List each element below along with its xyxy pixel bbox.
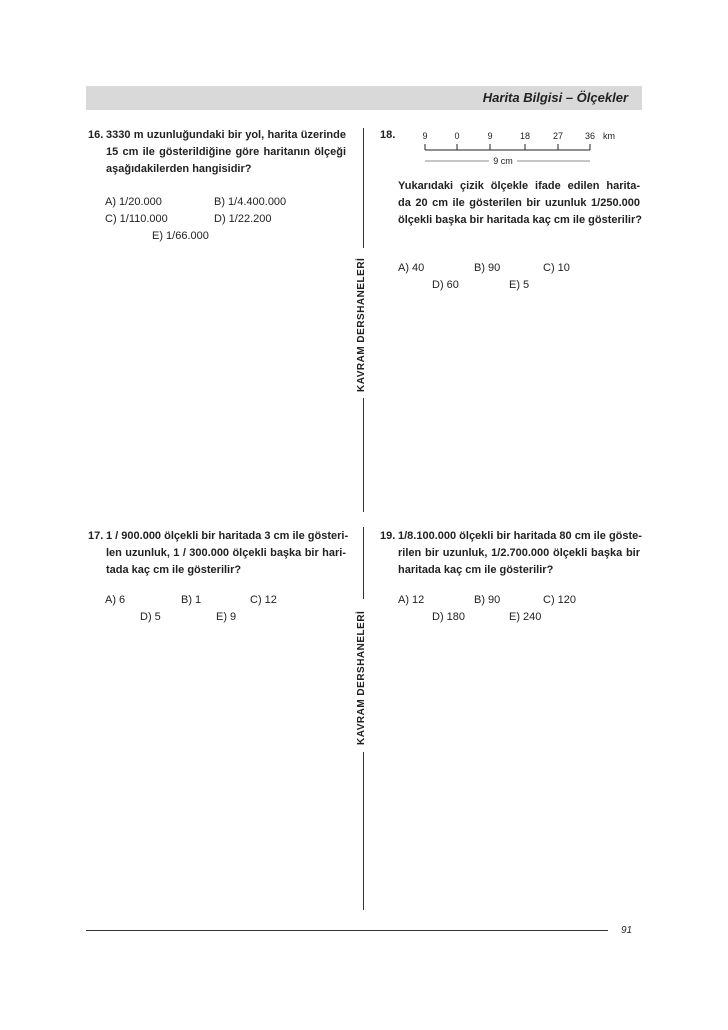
option-e[interactable]: E) 240 <box>509 611 542 623</box>
question-18-number <box>380 127 395 144</box>
question-19 <box>380 528 640 579</box>
option-a[interactable]: A) 12 <box>398 594 425 606</box>
question-text-line: 15 cm ile gösterildiğine göre haritanın ölçeği <box>106 146 346 158</box>
column-divider-top-upper <box>363 128 364 248</box>
option-b[interactable]: B) 90 <box>474 594 501 606</box>
header-bar <box>86 86 642 110</box>
page-number: 91 <box>621 925 633 936</box>
scale-tick-label: 36 <box>584 131 596 141</box>
option-d[interactable]: D) 5 <box>140 611 161 623</box>
question-18 <box>398 178 640 229</box>
option-a[interactable]: A) 6 <box>105 594 126 606</box>
option-e[interactable]: E) 1/66.000 <box>152 230 209 242</box>
side-label-bottom: KAVRAM DERSHANELERİ <box>356 610 367 745</box>
column-divider-bottom-lower <box>363 752 364 910</box>
question-number: 17. <box>88 530 104 542</box>
column-divider-top-lower <box>363 398 364 512</box>
scale-tick-label: 9 <box>422 131 428 141</box>
column-divider-bottom-upper <box>363 527 364 599</box>
option-e[interactable]: E) 9 <box>216 611 237 623</box>
question-text-line: da 20 cm ile gösterilen bir uzunluk 1/250.000 <box>398 197 640 209</box>
scale-tick-label: 18 <box>519 131 531 141</box>
question-text-line: 3330 m uzunluğundaki bir yol, harita üzerinde <box>106 129 346 141</box>
option-a[interactable]: A) 40 <box>398 262 425 274</box>
question-text-line: tada kaç cm ile gösterilir? <box>106 564 242 576</box>
scale-unit: km <box>603 131 615 141</box>
option-c[interactable]: C) 1/110.000 <box>105 213 168 225</box>
option-d[interactable]: D) 180 <box>432 611 466 623</box>
option-d[interactable]: D) 1/22.200 <box>214 213 272 225</box>
header-title: Harita Bilgisi – Ölçekler <box>482 90 628 105</box>
option-e[interactable]: E) 5 <box>509 279 530 291</box>
measure-caption: 9 cm <box>493 156 513 166</box>
option-b[interactable]: B) 90 <box>474 262 501 274</box>
option-c[interactable]: C) 12 <box>250 594 277 606</box>
question-text-line: Yukarıdaki çizik ölçekle ifade edilen harita- <box>398 180 640 192</box>
question-16 <box>88 127 346 178</box>
option-b[interactable]: B) 1/4.400.000 <box>214 196 287 208</box>
option-c[interactable]: C) 120 <box>543 594 577 606</box>
question-number: 18. <box>380 129 396 141</box>
option-a[interactable]: A) 1/20.000 <box>105 196 162 208</box>
scale-tick-label: 9 <box>487 131 493 141</box>
footer-rule <box>86 930 608 931</box>
question-text-line: ölçekli başka bir haritada kaç cm ile gösterilir? <box>398 214 642 226</box>
option-c[interactable]: C) 10 <box>543 262 570 274</box>
scale-tick-label: 0 <box>454 131 460 141</box>
scale-tick-label: 27 <box>552 131 564 141</box>
question-text-line: 1 / 900.000 ölçekli bir haritada 3 cm ile gösteri- <box>106 530 349 542</box>
option-d[interactable]: D) 60 <box>432 279 459 291</box>
option-b[interactable]: B) 1 <box>181 594 202 606</box>
question-text-line: len uzunluk, 1 / 300.000 ölçekli başka bir hari- <box>106 547 346 559</box>
question-number: 16. <box>88 129 104 141</box>
question-text-line: rilen bir uzunluk, 1/2.700.000 ölçekli başka bir <box>398 547 640 559</box>
question-text-line: haritada kaç cm ile gösterilir? <box>398 564 554 576</box>
side-label-top: KAVRAM DERSHANELERİ <box>356 257 367 392</box>
bar-scale-diagram <box>415 128 645 168</box>
question-text-line: 1/8.100.000 ölçekli bir haritada 80 cm ile göste- <box>398 530 642 542</box>
question-number: 19. <box>380 530 396 542</box>
question-17 <box>88 528 349 579</box>
question-text-line: aşağıdakilerden hangisidir? <box>106 163 252 175</box>
